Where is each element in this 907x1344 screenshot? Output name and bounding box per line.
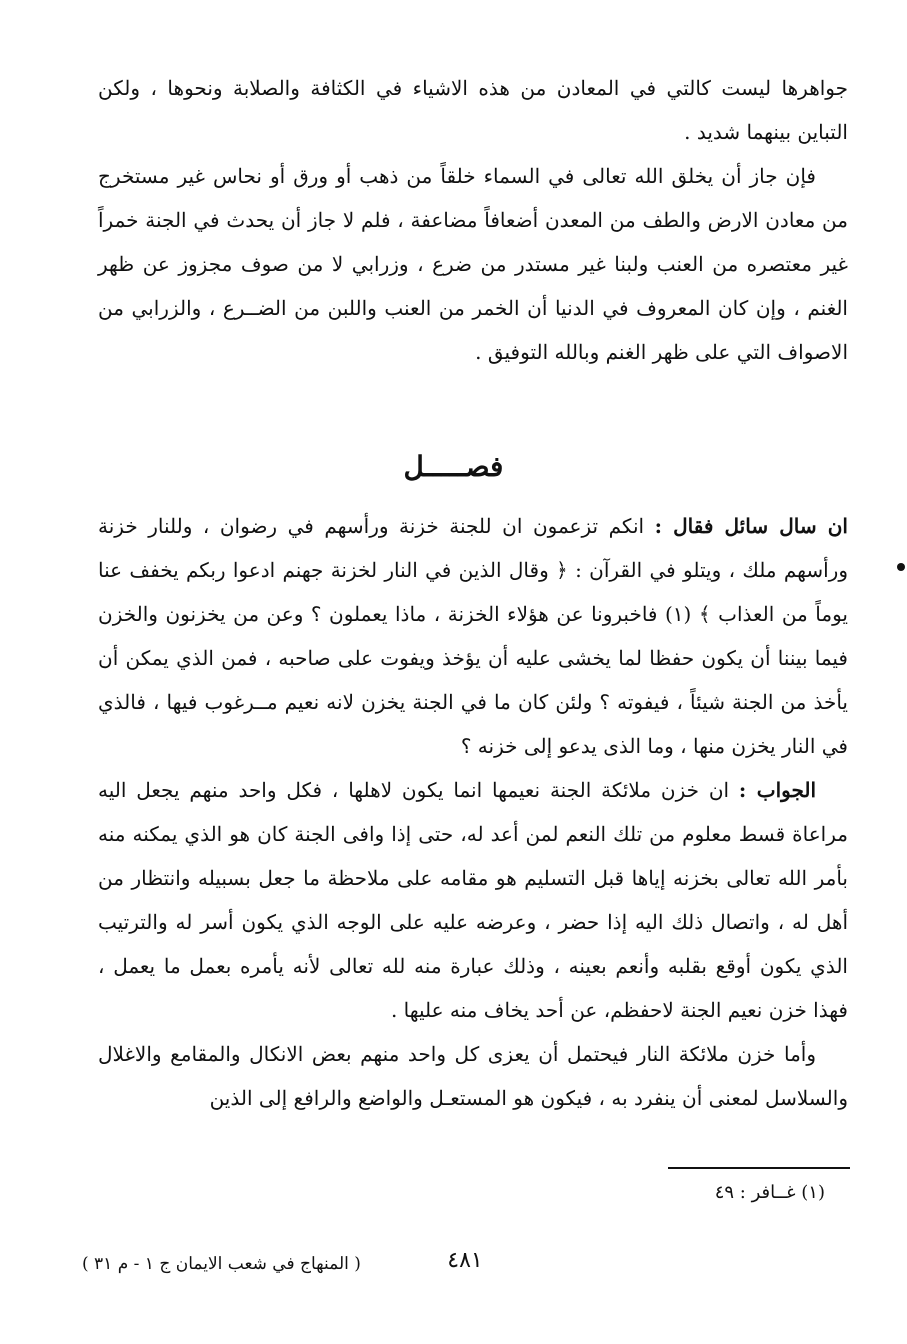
running-footer: ( المنهاج في شعب الايمان ج ١ - م ٣١ ): [82, 1254, 361, 1274]
closing-paragraph: وأما خزن ملائكة النار فيحتمل أن يعزى كل واحد منهم بعض الانكال والمقامع والاغلال والسلاسل لمعنى أن ينفرد به ، فيكون هو المستعـل والواضع والرافع إلى الذين: [98, 1042, 848, 1110]
footnote: (١) غــافر : ٤٩: [714, 1182, 825, 1203]
intro-text: [98, 66, 848, 374]
page-number: ٤٨١: [447, 1248, 483, 1273]
intro-paragraph-2: فإن جاز أن يخلق الله تعالى في السماء خلقاً من ذهب أو ورق أو نحاس غير مستخرج من معادن الارض والطف من المعدن أضعافاً مضاعفة ، فلم لا جاز أن يحدث في الجنة خمراً غير معتصره من العنب ولبنا غير مستدر من ضرع ، وزرابي لا من صوف مجزوز عن ظهر الغنم ، وإن كان المعروف في الدنيا أن الخمر من العنب واللبن من الضــرع ، والزرابي من الاصواف التي على ظهر الغنم وبالله التوفيق .: [98, 164, 848, 364]
intro-paragraph-1: جواهرها ليست كالتي في المعادن من هذه الاشياء في الكثافة والصلابة ونحوها ، ولكن التباين بينهما شديد .: [98, 76, 848, 144]
question-paragraph: [98, 504, 848, 768]
answer-paragraph: [98, 768, 848, 1032]
section-heading: فصـــــل: [403, 450, 504, 483]
margin-dot: [897, 563, 905, 571]
footnote-divider: [668, 1167, 850, 1169]
main-text: [98, 504, 848, 1120]
question-text: انكم تزعمون ان للجنة خزنة ورأسهم في رضوان ، وللنار خزنة ورأسهم ملك ، ويتلو في القرآن : ﴿ وقال الذين في النار لخزنة جهنم ادعوا ربكم يخفف عنا يوماً من العذاب ﴾ (١) فاخبرونا عن هؤلاء الخزنة ، ماذا يعملون ؟ وعن من يخزنون والخزن فيما بيننا أن يكون حفظا لما يخشى عليه أن يؤخذ ويفوت على صاحبه ، فمن الذي يمكن أن يأخذ من الجنة شيئاً ، فيفوته ؟ ولئن كان ما في الجنة يخزن لانه نعيم مــرغوب فيها ، فالذي في النار يخزن منها ، وما الذى يدعو إلى خزنه ؟: [98, 514, 848, 758]
answer-text: ان خزن ملائكة الجنة نعيمها انما يكون لاهلها ، فكل واحد منهم يجعل اليه مراعاة قسط معلوم من تلك النعم لمن أعد له، حتى إذا وافى الجنة كان هو الذي يمكنه منه بأمر الله تعالى بخزنه إياها قبل التسليم هو مقامه على ملاحظة ما جعل بسبيله وانتظار من أهل له ، واتصال ذلك اليه إذا حضر ، وعرضه عليه على الوجه الذي يكون أسر له والترتيب الذي يكون أوقع بقلبه وأنعم بعينه ، وذلك عبارة منه لله تعالى لأنه يأمره بعمل ما يعمل ، فهذا خزن نعيم الجنة لاحفظم، عن أحد يخاف منه عليها .: [98, 778, 849, 1022]
question-lead: ان سال سائل فقال :: [654, 514, 848, 538]
answer-lead: الجواب :: [738, 778, 817, 802]
